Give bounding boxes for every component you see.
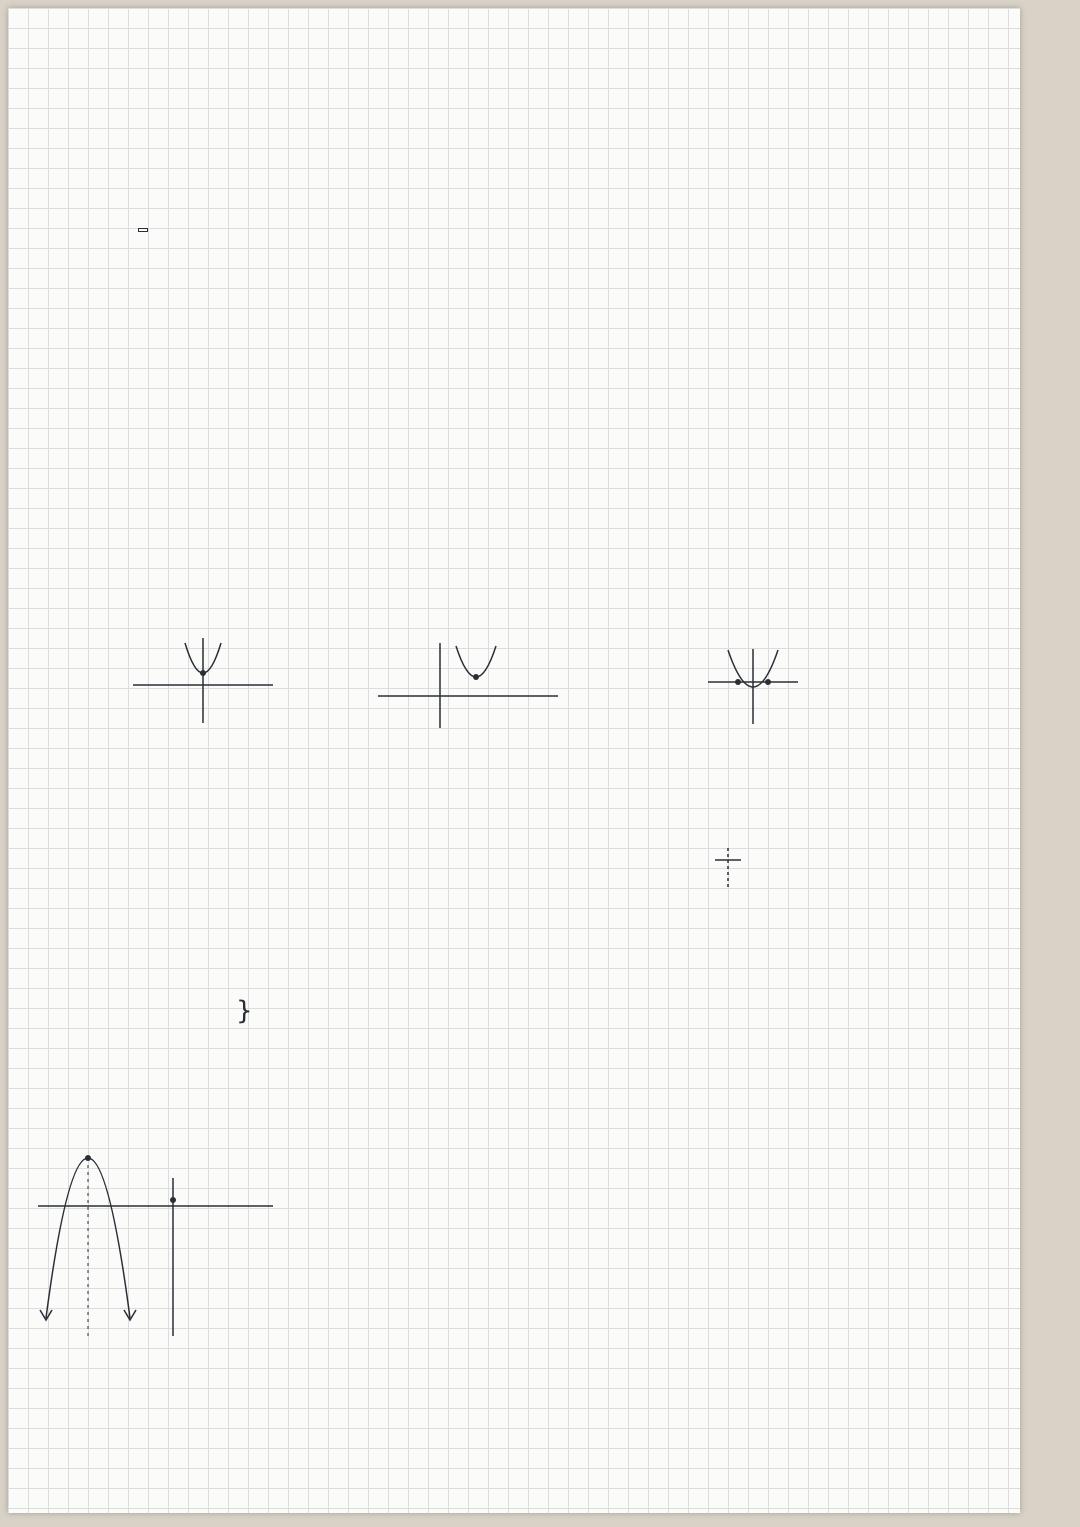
standard-sketch <box>133 633 273 723</box>
notebook-page <box>8 8 1020 1513</box>
vertex-sketch <box>378 638 558 728</box>
brace: } <box>236 996 253 1026</box>
boxed-answer <box>138 228 148 232</box>
aos-sketch <box>713 846 743 892</box>
graphing-sketch <box>28 1148 278 1338</box>
factored-sketch <box>698 644 808 724</box>
